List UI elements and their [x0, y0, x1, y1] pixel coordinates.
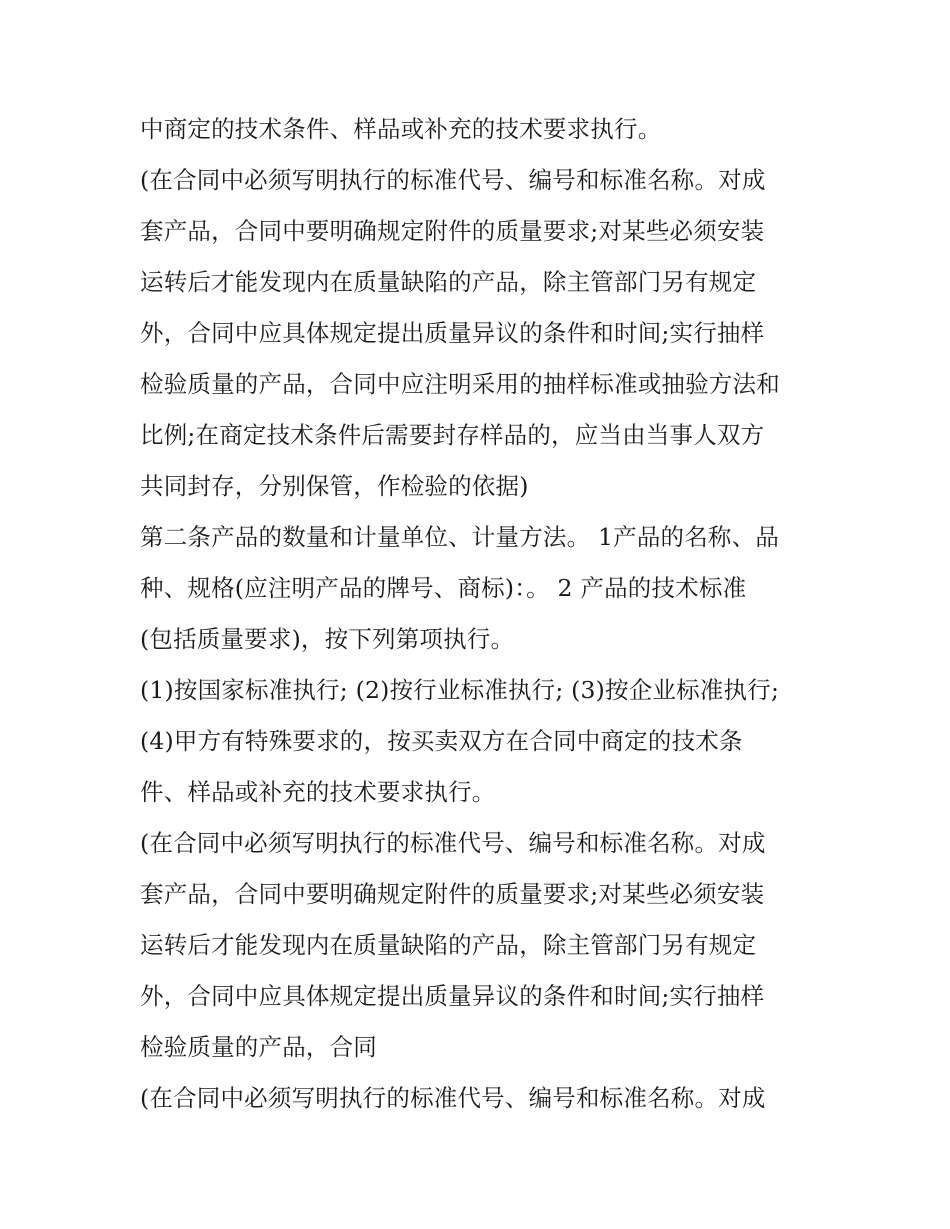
text-line: 套产品，合同中要明确规定附件的质量要求;对某些必须安装: [140, 880, 765, 908]
text-line: 比例;在商定技术条件后需要封存样品的，应当由当事人双方: [140, 421, 765, 449]
text-line: 外，合同中应具体规定提出质量异议的条件和时间;实行抽样: [140, 982, 765, 1010]
document-body: [140, 104, 830, 1124]
text-line: (在合同中必须写明执行的标准代号、编号和标准名称。对成: [140, 1084, 766, 1112]
text-line: (1)按国家标准执行; (2)按行业标准执行; (3)按企业标准执行;: [140, 676, 780, 704]
text-line: 件、样品或补充的技术要求执行。: [140, 778, 496, 806]
text-line: 中商定的技术条件、样品或补充的技术要求执行。: [140, 115, 662, 143]
text-line: 检验质量的产品，合同: [140, 1033, 377, 1061]
text-line: 检验质量的产品，合同中应注明采用的抽样标准或抽验方法和: [140, 370, 780, 398]
text-line: 第二条产品的数量和计量单位、计量方法。 1产品的名称、品: [140, 523, 780, 551]
text-line: 外，合同中应具体规定提出质量异议的条件和时间;实行抽样: [140, 319, 765, 347]
text-line: 套产品，合同中要明确规定附件的质量要求;对某些必须安装: [140, 217, 765, 245]
text-line: (在合同中必须写明执行的标准代号、编号和标准名称。对成: [140, 166, 766, 194]
text-line: 共同封存，分别保管，作检验的依据): [140, 472, 529, 500]
text-line: 运转后才能发现内在质量缺陷的产品，除主管部门另有规定: [140, 268, 757, 296]
text-line: (包括质量要求)，按下列第项执行。: [140, 625, 515, 653]
text-line: (4)甲方有特殊要求的，按买卖双方在合同中商定的技术条: [140, 727, 743, 755]
text-line: (在合同中必须写明执行的标准代号、编号和标准名称。对成: [140, 829, 766, 857]
text-line: 运转后才能发现内在质量缺陷的产品，除主管部门另有规定: [140, 931, 757, 959]
text-line: 种、规格(应注明产品的牌号、商标)：。 2 产品的技术标准: [140, 574, 747, 602]
